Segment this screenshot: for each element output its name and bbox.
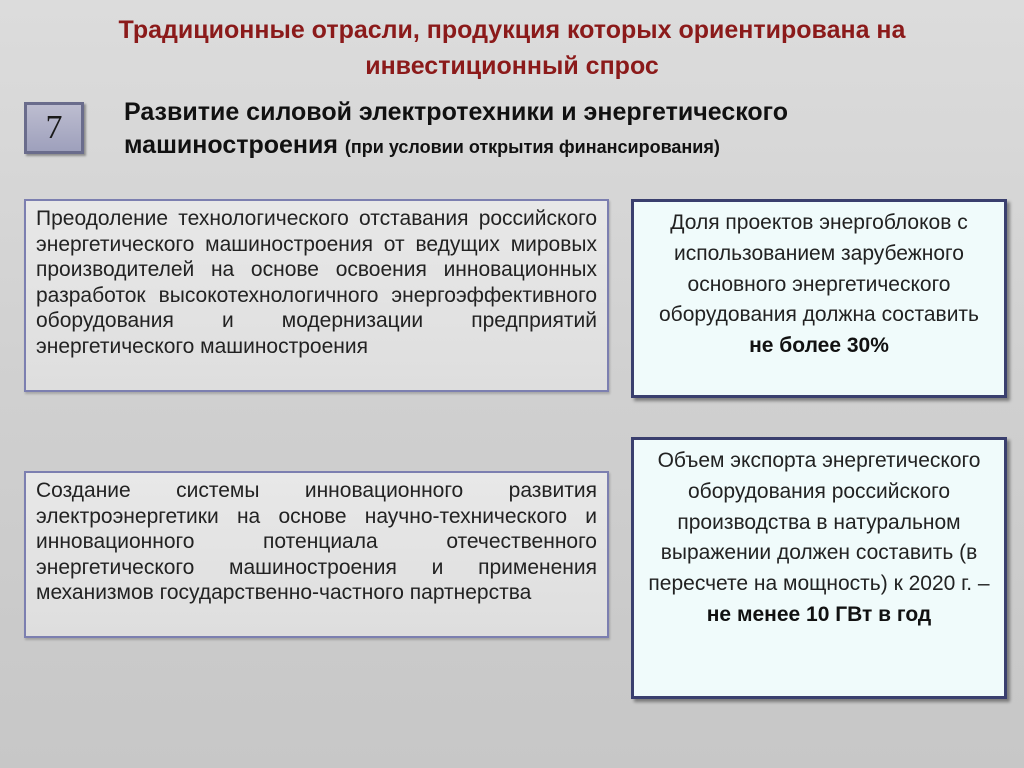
target-text: Доля проектов энергоблоков с использованием зарубежного основного энергетического оборудования должна составить: [658, 211, 979, 327]
section-heading-main: Развитие силовой электротехники и энергетического машиностроения: [124, 98, 789, 159]
goal-text: Преодоление технологического отставания российского энергетического машиностроения от ведущих мировых производителей на основе освоения инновационных разработок высокотехнологичного энергоэффективного оборудования и модернизации предприятий энергетического машиностроения: [36, 207, 597, 358]
target-value: не более 30%: [749, 334, 889, 358]
goal-text: Создание системы инновационного развития электроэнергетики на основе научно-технического и инновационного потенциала отечественного энергетического машиностроения и применения механизмов государственно-частного партнерства: [36, 479, 597, 605]
target-value: не менее 10 ГВт в год: [706, 602, 932, 626]
section-number-badge: [24, 102, 84, 154]
section-number: 7: [45, 109, 63, 146]
goal-block-innovation-system: [24, 471, 609, 638]
section-heading-note: (при условии открытия финансирования): [344, 137, 720, 157]
target-block-foreign-share: [631, 199, 1007, 398]
target-block-export-volume: [631, 437, 1007, 699]
goal-block-technology-gap: [24, 199, 609, 392]
section-heading: [124, 96, 1004, 164]
slide-title: Традиционные отрасли, продукция которых ориентирована на инвестиционный спрос: [118, 16, 906, 80]
target-text: Объем экспорта энергетического оборудования российского производства в натуральном выражении должен составить (в пересчете на мощность) к 2020 г. –: [648, 449, 990, 596]
